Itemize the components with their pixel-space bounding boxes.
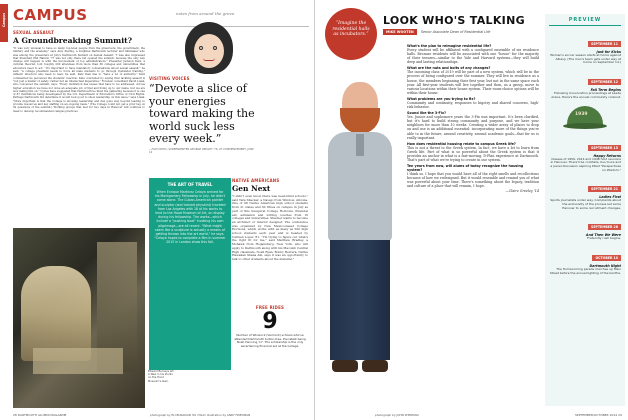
- qa-answer: I think so. I hope that you would have all of the right smells and recollections because of how we redesigned. But it would resemble and remind you of what was powerful about your time. There's something about the legacy, tradition and culture of a place that will remain, I hope.: [407, 172, 539, 189]
- preview-item-title: Just for Kicks: [596, 50, 621, 54]
- qa-answer: This is not a threat to the Greek system. In fact, we have a lot to learn from Greek life. Part of what is so powerful about the Greek system is that it provides an anchor in what is a fast-moving, D-Plan experience at Dartmouth. That's part of what we're trying to create in our system.: [407, 145, 539, 162]
- article-body: "It was very unusual to have so many top-level people from the grassroots, the government, the military and the academy," says Amy Ziering, a longtime Dartmouth lecturer and filmmaker who was among the presenters at July's Dartmouth Summit on Sexual Assault. "I was also impressed that President Phil Hanlon '77 was not only there but opened the summit, because the only way change will happen is with the involvement of top administrators." Presenter Jackson Katz, a cultural theorist, told roughly 200 attendees from more than 60 colleges and universities that educators need to act. "It's important to have mandatory conversations about sexual assault," he said. "A college president needs to force all male students to go through bystander training." Athletic directors also need to lead, he said. Katz then has to "have a lot of authority." Katz commented he perceived the students' reaction. Katz concluded by saying that tackling assault is "not just a matter of safety; rather but an intellectual imperative." Forensic consultant David Lisak, who conceived the summit, says, "Every institution has issues that have to be addressed. Across higher education we have not done an adequate job of that and living up to our name, but we are now taking this on." Cycles have suggested that Dartmouth be fined the gathering because it is one of 67 institutions being investigated by the U.S. Department of Education's Office of Civil Rights. Perhaps Dartmouth did determine it would look good to show leadership on this issue," says Lisak. "More important is that the College is showing leadership and has gone way beyond leading to provide resources and key staffing on an ongoing basis." (The College could not get a prior tag on its questions of the summit.) Working groups that met for two days in Hanover will continue to meet to develop recommended campus practices.: [13, 47, 145, 113]
- notes-line: notes from around the green: [176, 11, 235, 16]
- native-americans-article: [232, 178, 308, 293]
- visiting-attribution: —FILM CRITIC, SCREENWRITER GEORGE WRIGHT '76, AT COMMENCEMENT, JUNE 14: [149, 147, 254, 154]
- title-rule: [13, 26, 309, 27]
- article-kicker: SEXUAL ASSAULT: [13, 30, 55, 35]
- preview-item-text: Classes of 1959, 2014 and 1948 hold reunions in Hanover. There'll be cocktails, bus tours and a panel discussion aspiring titled "Perspectives on Wisdom.": [550, 156, 621, 172]
- byline: [383, 30, 543, 34]
- illustration-woman: [177, 20, 242, 76]
- free-kicker: FREE RIDES: [255, 305, 285, 310]
- preview-item-title: And Then We Were: [585, 233, 621, 238]
- footer-left: 28 DARTMOUTH ALUMNI MAGAZINE: [13, 413, 67, 417]
- preview-date: SEPTEMBER 11: [588, 41, 621, 47]
- byline-desc: Senior Associate Dean of Residential Life: [420, 30, 491, 34]
- qa-question: What are the nuts and bolts of any changes?: [407, 66, 491, 71]
- preview-item: [549, 68, 621, 99]
- art-of-travel-box: [149, 178, 231, 370]
- preview-item: [549, 213, 621, 241]
- article-headline: A Groundbreaking Summit?: [13, 36, 133, 45]
- callout-text: “Imagine the residential halls as incubators.”: [332, 21, 370, 38]
- qa-answer: Every student will be affiliated with a configured ensemble of six residence halls. Because residents will be associated with one "house" for the majority of their tenures—similar to the Yale and Harvard systems—they will build deep and lasting relationships.: [407, 48, 539, 65]
- preview-item-text: Women's soccer season starts at home against Albany. (The men's team gets under way at home on September 14.): [550, 53, 621, 65]
- qa-item-1: [407, 44, 539, 64]
- footer-right: SEPTEMBER/OCTOBER 2014 29: [574, 413, 622, 417]
- qa-item-2: [407, 66, 539, 95]
- native-headline: Gen Next: [232, 184, 271, 193]
- preview-item-title: Dartmouth Night: [589, 264, 621, 269]
- qa-question: Sound like the 3-Fix?: [407, 111, 446, 116]
- preview-item-title: Fall Term Begins: [590, 88, 621, 93]
- preview-item-title: Ladies First: [599, 195, 621, 200]
- qa-answer: Community and continuity, responses to bigotry and shared concerns, high-risk behavior.: [407, 100, 539, 110]
- qa-item-6: [407, 164, 539, 188]
- preview-date: SEPTEMBER 26: [588, 224, 621, 230]
- preview-item: [549, 30, 621, 65]
- footer-photo-credit-left: photograph by ELI BURAKIAN '00 (TALK) illustration by ANDY FRIEDMAN: [150, 413, 251, 417]
- qa-section: [407, 44, 539, 193]
- visiting-kicker: VISITING VOICES: [149, 76, 190, 81]
- qa-item-5: [407, 142, 539, 162]
- section-title: CAMPUS: [13, 6, 88, 24]
- footer-photo-credit-right: photograph by JOHN SHERMAN: [375, 413, 419, 417]
- preview-item-title: Happy Returns: [593, 153, 621, 158]
- art-box-body: When Enrique Martinez Celaya arrived for his Montgomery Fellowship in July, he didn't come alone. The Cuban-American painter and sculptor (and trained physicist) traveled from Los Angeles with 18 of his works to lend to the Hood Museum of Art, on display during his fellowship. The works—which include a "pushing boat" invoking his own pilgrimage—are all recent. "What might seem like a sculpture is actually a means of getting thrown into the art world," he says. "Celaya hopes to complete a film in summer 2015 in London show this fall.: [154, 190, 226, 245]
- qa-item-4: [407, 111, 539, 140]
- qa-question: How does residential housing relate to campus Greek life?: [407, 141, 516, 146]
- preview-title: PREVIEW: [549, 17, 621, 26]
- qa-question: Ten years from now, will alums of today recognize the housing system?: [407, 164, 524, 173]
- visiting-voices: [149, 76, 257, 154]
- preview-item-text: Following Convocation proceedings at Leede Arena, there's the annual community cookout.: [551, 91, 621, 99]
- cap-text: 1939: [575, 111, 588, 117]
- preview-item: [549, 244, 621, 275]
- right-page: [314, 0, 628, 420]
- qa-answer: The incoming class of 2019 will be part of a new system, which will be in the process of being configured over the summer. They will live in residence as a house, the members beginning their first year, but not in the same space each year. All first-year students will live together and then, as a group, move to various locations within their house system. Their room-choice options will be within their house.: [407, 70, 539, 95]
- art-box-title: THE ART OF TRAVEL: [167, 182, 213, 187]
- native-body: "I didn't even know there was need-blind schools," said Tara Shacker, a Navajo from Window, Arizona. One of 99 Native American high school students from 21 states and 30 tribes on campus in July as part of this inaugural College Horizons, financial aid, admission and writing coaches from 16 colleges and universities. Shacker wants to become an architect or interior designer. The conference was organized by New Mexico-based College Horizons, which works with as many as 500 high school students each year and is headed by Carmen Lopez '81. "I'm trying to figure out what's the right fit for me," said Matthew Bradley, a Mohawk from Hogansburg, New York, who will apply to Dartmouth along with his Macomb Central High classmate. Noah Ryan, Bobby Herrera, Native Hawaiian Shana Ahi, says it was an opportunity to talk to other students about the material.": [232, 195, 308, 261]
- preview-date: OCTOBER 10: [592, 255, 621, 261]
- free-number: 9: [262, 309, 278, 334]
- visiting-quote: “Devote a slice of your energies toward making the world suck less every week.”: [149, 82, 255, 146]
- preview-date: SEPTEMBER 12: [588, 79, 621, 85]
- man-photo: [318, 64, 404, 404]
- preview-date: SEPTEMBER 21: [588, 186, 621, 192]
- byline-name-tab: MIKE WOOTEN: [383, 29, 417, 35]
- free-rides: [232, 305, 308, 349]
- right-headline: LOOK WHO'S TALKING: [383, 14, 525, 27]
- qa-credit: —Claire Greeley '14: [505, 189, 539, 194]
- preview-sidebar: [545, 14, 625, 406]
- gown-photo: [13, 228, 145, 408]
- sexual-assault-article: [13, 30, 145, 211]
- qa-item-3: [407, 97, 539, 109]
- photo-caption: Edward Bernays art: A New in his studio on the Hood Museum's lawn.: [148, 370, 175, 383]
- qa-question: What's the plan to reimagine residential life?: [407, 44, 492, 48]
- qa-answer: Yes. Junior and sophomore years the 3-Fix was important. It's been clarified, but it's hard to build strong community and purpose, and we have your neighbors for more than 10 weeks. Creating a wider array of places to drop on and use is an additional essential: incorporating more of the things you're able to in the future, around creativity, around academic goals—that for us is really important.: [407, 115, 539, 140]
- preview-item: [549, 134, 621, 173]
- side-tab-label: Campus: [2, 12, 6, 28]
- preview-item-text: The Homecoming parade marches up Main Street before the annual lighting of the bonfire.: [549, 267, 621, 275]
- native-kicker: NATIVE AMERICANS: [232, 178, 280, 183]
- preview-item-text: Sports journalists under way. Complaints about the exclusivity of the process led some Hanover to some recruitment changes.: [550, 198, 621, 210]
- preview-item-text: Fraternity rush begins.: [587, 236, 621, 241]
- free-text: Number of Winslock (Vermont) schools who've attended Dartmouth tuition-free, the latest being Noah Henning '17. The scholarship is the only ascertaining financial aid at the College.: [234, 333, 306, 349]
- preview-item: [549, 175, 621, 210]
- preview-date: SEPTEMBER 15: [588, 145, 621, 151]
- qa-question: What problems are you trying to fix?: [407, 96, 476, 101]
- cap-image: [563, 104, 607, 130]
- callout-circle: [325, 8, 377, 60]
